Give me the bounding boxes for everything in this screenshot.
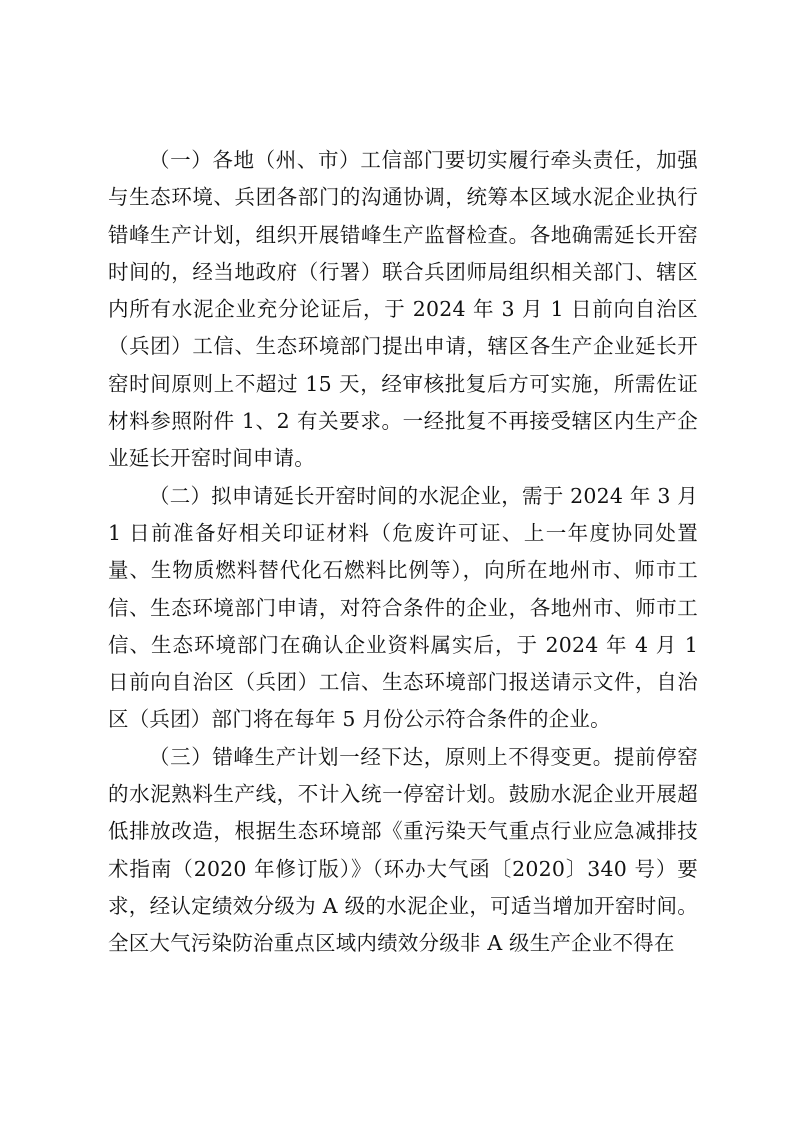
paragraph-3: （三）错峰生产计划一经下达，原则上不得变更。提前停窑的水泥熟料生产线，不计入统一停窑计划。鼓励水泥企业开展超低排放改造，根据生态环境部《重污染天气重点行业应急减排技术指南（2020 年修订版）》（环办大气函〔2020〕340 号）要求，经认定绩效分级为 A 级的水泥企业，可适当增加开窑时间。全区大气污染防治重点区域内绩效分级非 A 级生产企业不得在: [108, 744, 698, 956]
document-body: [108, 142, 698, 963]
paragraph-2: （二）拟申请延长开窑时间的水泥企业，需于 2024 年 3 月 1 日前准备好相关印证材料（危废许可证、上一年度协同处置量、生物质燃料替代化石燃料比例等），向所在地州市、师市工信、生态环境部门申请，对符合条件的企业，各地州市、师市工信、生态环境部门在确认企业资料属实后，于 2024 年 4 月 1 日前向自治区（兵团）工信、生态环境部门报送请示文件，自治区（兵团）部门将在每年 5 月份公示符合条件的企业。: [108, 483, 698, 732]
paragraph-1: （一）各地（州、市）工信部门要切实履行牵头责任，加强与生态环境、兵团各部门的沟通协调，统筹本区域水泥企业执行错峰生产计划，组织开展错峰生产监督检查。各地确需延长开窑时间的，经当地政府（行署）联合兵团师局组织相关部门、辖区内所有水泥企业充分论证后，于 2024 年 3 月 1 日前向自治区（兵团）工信、生态环境部门提出申请，辖区各生产企业延长开窑时间原则上不超过 15 天，经审核批复后方可实施，所需佐证材料参照附件 1、2 有关要求。一经批复不再接受辖区内生产企业延长开窑时间申请。: [108, 148, 698, 471]
